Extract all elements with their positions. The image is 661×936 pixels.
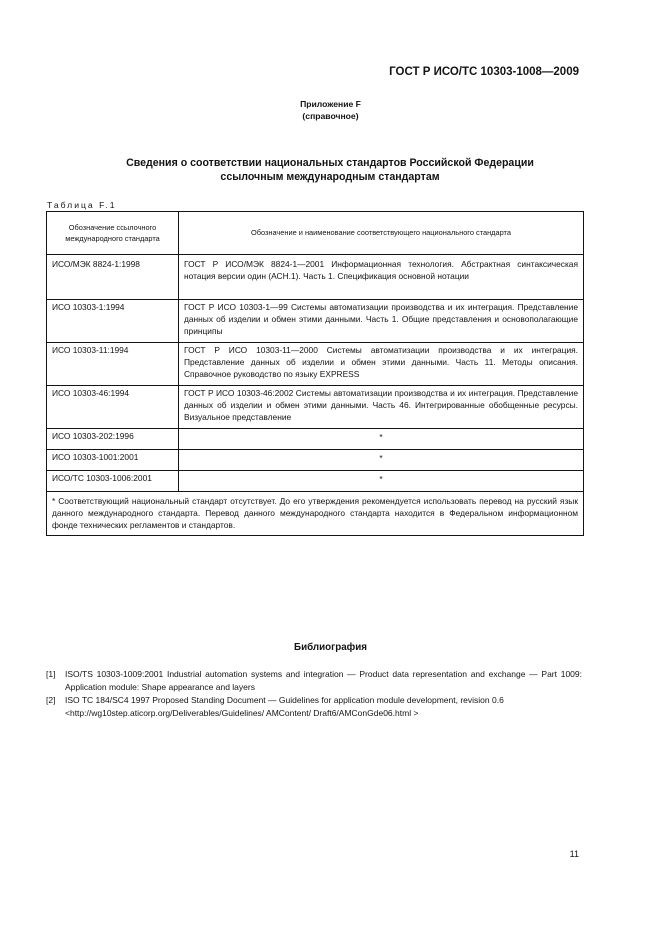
national-standard-cell: * <box>179 450 584 471</box>
table-caption: Таблица F.1 <box>47 200 117 210</box>
correspondence-table <box>46 211 584 536</box>
section-title-line-1: Сведения о соответствии национальных стандартов Российской Федерации <box>126 157 534 169</box>
bibliography-item <box>46 694 582 720</box>
bibliography-item <box>46 668 582 694</box>
reference-standard-cell: ИСО 10303-46:1994 <box>47 386 179 429</box>
reference-standard-cell: ИСО 10303-11:1994 <box>47 343 179 386</box>
national-standard-cell: * <box>179 429 584 450</box>
table-row <box>47 450 584 471</box>
bibliography-item-text <box>65 694 582 720</box>
national-standard-cell: ГОСТ Р ИСО 10303-1—99 Системы автоматизации производства и их интеграция. Представление данных об изделии и обмен этими данными. Часть 1. Общие представления и основополагающие принципы <box>179 300 584 343</box>
bibliography-item-text: ISO/TS 10303-1009:2001 Industrial automation systems and integration — Product data representation and exchange — Part 1009: Application module: Shape appearance and layers <box>65 669 582 692</box>
column-header-national: Обозначение и наименование соответствующего национального стандарта <box>179 212 584 255</box>
section-title-line-2: ссылочным международным стандартам <box>220 171 440 183</box>
national-standard-cell: ГОСТ Р ИСО/МЭК 8824-1—2001 Информационная технология. Абстрактная синтаксическая нотация версии один (АСН.1). Часть 1. Спецификация основной нотации <box>179 255 584 300</box>
column-header-reference: Обозначение ссылочного международного стандарта <box>47 212 179 255</box>
reference-standard-cell: ИСО 10303-202:1996 <box>47 429 179 450</box>
annex-heading <box>0 98 661 122</box>
annex-title: Приложение F <box>300 99 361 109</box>
bibliography-item-url: <http://wg10step.aticorp.org/Deliverables/Guidelines/ AMContent/ Draft6/AMConGde06.html > <box>65 708 419 718</box>
reference-standard-cell: ИСО 10303-1:1994 <box>47 300 179 343</box>
bibliography-item-number: [1] <box>46 669 56 679</box>
annex-kind: (справочное) <box>302 111 359 121</box>
national-standard-cell: ГОСТ Р ИСО 10303-46:2002 Системы автоматизации производства и их интеграция. Представление данных об изделии и обмен этими данными. Часть 46. Интегрированные обобщенные ресурсы. Визуальное представление <box>179 386 584 429</box>
table-row <box>47 386 584 429</box>
table-row <box>47 300 584 343</box>
table-row <box>47 429 584 450</box>
bibliography-item-number: [2] <box>46 695 56 705</box>
table-footnote: * Соответствующий национальный стандарт отсутствует. До его утверждения рекомендуется использовать перевод на русский язык данного международного стандарта. Перевод данного международного стандарта находится в Федеральном информационном фонде технических регламентов и стандартов. <box>47 492 584 536</box>
table-row <box>47 471 584 492</box>
bibliography-item-text-line: ISO TC 184/SC4 1997 Proposed Standing Document — Guidelines for application module development, revision 0.6 <box>65 695 504 705</box>
page-number: 11 <box>569 849 579 859</box>
table-row <box>47 343 584 386</box>
section-title <box>60 156 600 184</box>
table-row <box>47 255 584 300</box>
standard-code: ГОСТ Р ИСО/ТС 10303-1008—2009 <box>389 66 579 78</box>
bibliography-title: Библиография <box>294 642 367 653</box>
table-footnote-row <box>47 492 584 536</box>
reference-standard-cell: ИСО 10303-1001:2001 <box>47 450 179 471</box>
national-standard-cell: * <box>179 471 584 492</box>
reference-standard-cell: ИСО/МЭК 8824-1:1998 <box>47 255 179 300</box>
national-standard-cell: ГОСТ Р ИСО 10303-11—2000 Системы автоматизации производства и их интеграция. Представление данных об изделии и обмен этими данными. Часть 11. Методы описания. Справочное руководство по языку EXPRESS <box>179 343 584 386</box>
reference-standard-cell: ИСО/ТС 10303-1006:2001 <box>47 471 179 492</box>
table-header-row <box>47 212 584 255</box>
